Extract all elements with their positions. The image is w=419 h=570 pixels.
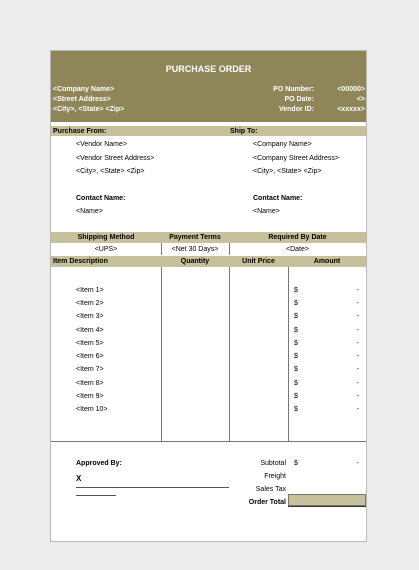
ship-to-contact-label: Contact Name: xyxy=(253,195,303,202)
row-currency: $ xyxy=(294,287,298,294)
approved-by-label: Approved By: xyxy=(76,460,122,467)
items-bottom-border xyxy=(51,441,366,442)
list-item[interactable]: <Item 8> xyxy=(76,380,104,387)
list-item[interactable]: <Item 5> xyxy=(76,340,104,347)
subtotal-currency: $ xyxy=(294,460,298,467)
shipping-divider-2 xyxy=(229,243,230,255)
vendor-street[interactable]: <Vendor Street Address> xyxy=(76,155,155,162)
po-number-value[interactable]: <00000> xyxy=(337,86,365,93)
ship-to-city[interactable]: <City>, <State> <Zip> xyxy=(253,168,322,175)
subtotal-label: Subtotal xyxy=(260,460,286,467)
order-total-label: Order Total xyxy=(248,499,286,506)
company-street: <Street Address> xyxy=(53,96,111,103)
vendor-contact-name[interactable]: <Name> xyxy=(76,208,103,215)
document-title: PURCHASE ORDER xyxy=(165,64,252,74)
items-col-divider-3 xyxy=(288,267,289,441)
row-amount: - xyxy=(356,353,359,360)
items-col-divider-1 xyxy=(161,267,162,441)
items-header-band xyxy=(51,256,366,267)
list-item[interactable]: <Item 4> xyxy=(76,327,104,334)
signature-line-short xyxy=(76,495,116,496)
amount-header: Amount xyxy=(313,258,341,265)
row-amount: - xyxy=(356,340,359,347)
vendor-id-label: Vendor ID: xyxy=(278,106,314,113)
purchase-order-sheet xyxy=(50,50,367,542)
header-band xyxy=(51,51,366,122)
row-amount: - xyxy=(356,287,359,294)
ship-to-heading: Ship To: xyxy=(230,128,258,135)
sales-tax-field[interactable] xyxy=(288,494,366,506)
list-item[interactable]: <Item 10> xyxy=(76,406,108,413)
required-by-date-header: Required By Date xyxy=(268,234,327,241)
list-item[interactable]: <Item 9> xyxy=(76,393,104,400)
po-date-value[interactable]: <> xyxy=(356,96,365,103)
payment-terms-header: Payment Terms xyxy=(169,234,221,241)
row-amount: - xyxy=(356,406,359,413)
vendor-contact-label: Contact Name: xyxy=(76,195,126,202)
required-by-date-value[interactable]: <Date> xyxy=(286,246,309,253)
po-date-label: PO Date: xyxy=(284,96,314,103)
row-amount: - xyxy=(356,300,359,307)
signature-x-mark: X xyxy=(76,474,82,483)
list-item[interactable]: <Item 1> xyxy=(76,287,104,294)
signature-line[interactable] xyxy=(76,487,229,488)
list-item[interactable]: <Item 6> xyxy=(76,353,104,360)
purchase-from-heading: Purchase From: xyxy=(53,128,107,135)
row-currency: $ xyxy=(294,353,298,360)
shipping-method-value[interactable]: <UPS> xyxy=(94,246,118,253)
row-currency: $ xyxy=(294,327,298,334)
quantity-header: Quantity xyxy=(180,258,210,265)
ship-to-company[interactable]: <Company Name> xyxy=(253,141,312,148)
sales-tax-label: Sales Tax xyxy=(255,486,286,493)
address-header-band xyxy=(51,126,366,136)
row-currency: $ xyxy=(294,300,298,307)
row-amount: - xyxy=(356,380,359,387)
shipping-divider-1 xyxy=(161,243,162,255)
subtotal-value: - xyxy=(356,460,359,467)
row-currency: $ xyxy=(294,313,298,320)
company-city: <City>, <State> <Zip> xyxy=(53,106,125,113)
freight-label: Freight xyxy=(264,473,286,480)
ship-to-street[interactable]: <Company Street Address> xyxy=(253,155,339,162)
shipping-header-band xyxy=(51,232,366,243)
shipping-method-header: Shipping Method xyxy=(77,234,135,241)
row-amount: - xyxy=(356,313,359,320)
list-item[interactable]: <Item 2> xyxy=(76,300,104,307)
list-item[interactable]: <Item 7> xyxy=(76,366,104,373)
payment-terms-value[interactable]: <Net 30 Days> xyxy=(171,246,219,253)
row-amount: - xyxy=(356,366,359,373)
po-number-label: PO Number: xyxy=(273,86,314,93)
order-total-field[interactable] xyxy=(288,506,366,507)
items-col-divider-2 xyxy=(229,267,230,441)
row-amount: - xyxy=(356,393,359,400)
row-amount: - xyxy=(356,327,359,334)
item-description-header: Item Description xyxy=(53,258,108,265)
row-currency: $ xyxy=(294,393,298,400)
unit-price-header: Unit Price xyxy=(242,258,275,265)
row-currency: $ xyxy=(294,380,298,387)
vendor-name[interactable]: <Vendor Name> xyxy=(76,141,127,148)
row-currency: $ xyxy=(294,366,298,373)
company-name: <Company Name> xyxy=(53,86,115,93)
row-currency: $ xyxy=(294,406,298,413)
list-item[interactable]: <Item 3> xyxy=(76,313,104,320)
ship-to-contact-name[interactable]: <Name> xyxy=(253,208,280,215)
vendor-id-value[interactable]: <xxxxx> xyxy=(337,106,365,113)
row-currency: $ xyxy=(294,340,298,347)
vendor-city[interactable]: <City>, <State> <Zip> xyxy=(76,168,145,175)
